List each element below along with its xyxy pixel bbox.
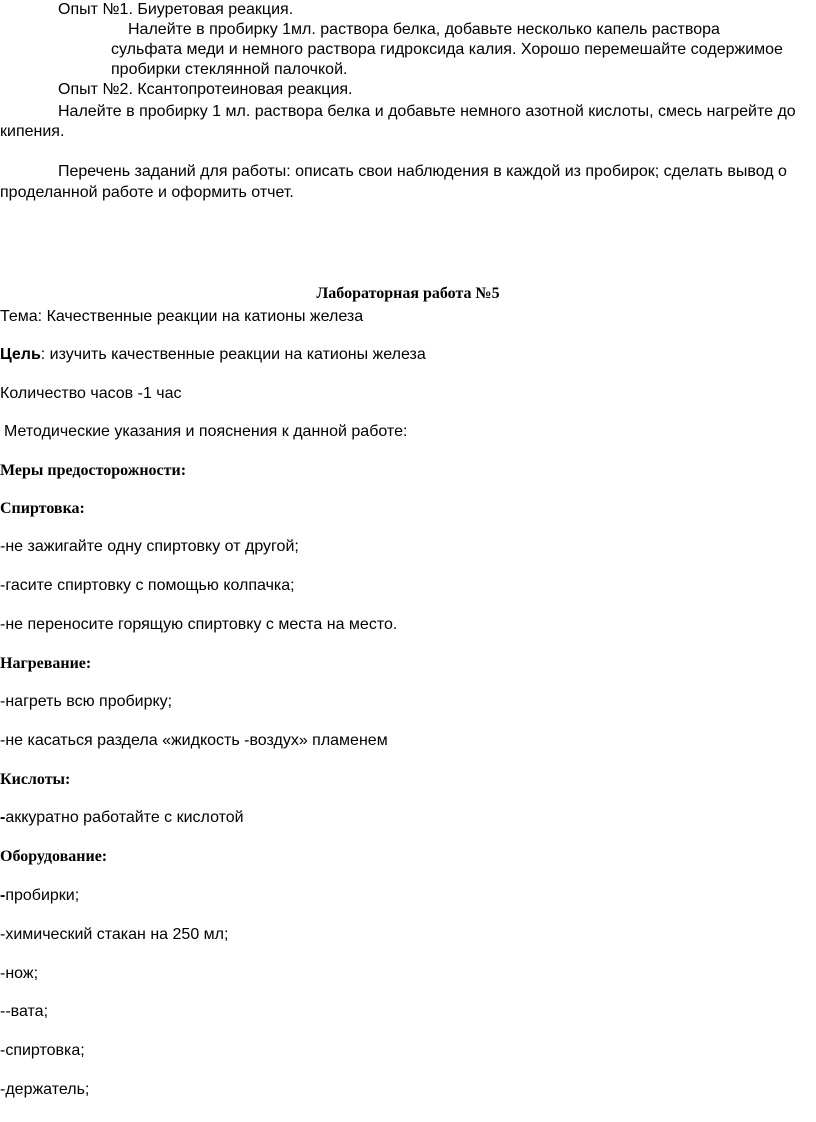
lab-method: Методические указания и пояснения к данной работе:: [4, 423, 408, 440]
goal-text: : изучить качественные реакции на катионы железа: [40, 346, 426, 363]
lamp-item: -не зажигайте одну спиртовку от другой;: [0, 538, 299, 555]
equipment-heading: Оборудование:: [0, 848, 108, 865]
acids-item-text: аккуратно работайте с кислотой: [5, 809, 244, 826]
equipment-item: [0, 886, 79, 906]
equipment-item: -нож;: [0, 965, 39, 982]
tasks-text-line2: проделанной работе и оформить отчет.: [0, 184, 294, 201]
lab-heading: Лабораторная работа №5: [316, 285, 500, 302]
precautions-heading: Меры предосторожности:: [0, 462, 187, 479]
heating-item: -не касаться раздела «жидкость -воздух» пламенем: [0, 732, 388, 749]
acids-heading: Кислоты:: [0, 771, 71, 788]
lamp-heading: Спиртовка:: [0, 500, 85, 517]
lab-goal: [0, 345, 426, 365]
exp2-text-line2: кипения.: [0, 123, 65, 140]
tasks-text-line1: Перечень заданий для работы: описать свои наблюдения в каждой из пробирок; сделать вывод о: [58, 163, 787, 180]
equipment-dash: -: [0, 887, 6, 904]
acids-item: [0, 808, 244, 828]
equipment-item: -держатель;: [0, 1081, 90, 1098]
equipment-item: -спиртовка;: [0, 1042, 85, 1059]
lamp-item: -гасите спиртовку с помощью колпачка;: [0, 577, 295, 594]
equipment-item-text: пробирки;: [5, 887, 80, 904]
lab-hours: Количество часов -1 час: [0, 385, 182, 402]
acids-dash: -: [0, 809, 6, 826]
equipment-item: -химический стакан на 250 мл;: [0, 926, 229, 943]
exp2-title: Опыт №2. Ксантопротеиновая реакция.: [58, 81, 353, 98]
goal-label: Цель: [0, 346, 41, 363]
heating-item: -нагреть всю пробирку;: [0, 693, 173, 710]
exp1-text-line3: пробирки стеклянной палочкой.: [111, 61, 348, 78]
heating-heading: Нагревание:: [0, 655, 92, 672]
lab-topic: Тема: Качественные реакции на катионы железа: [0, 308, 364, 325]
exp1-text-line1: Налейте в пробирку 1мл. раствора белка, добавьте несколько капель раствора: [128, 21, 720, 38]
lamp-item: -не переносите горящую спиртовку с места на место.: [0, 616, 398, 633]
exp1-title: Опыт №1. Биуретовая реакция.: [58, 1, 294, 18]
exp1-text-line2: сульфата меди и немного раствора гидроксида калия. Хорошо перемешайте содержимое: [111, 41, 783, 58]
exp2-text-line1: Налейте в пробирку 1 мл. раствора белка и добавьте немного азотной кислоты, смесь нагрейте до: [58, 103, 796, 120]
equipment-item: --вата;: [0, 1003, 49, 1020]
